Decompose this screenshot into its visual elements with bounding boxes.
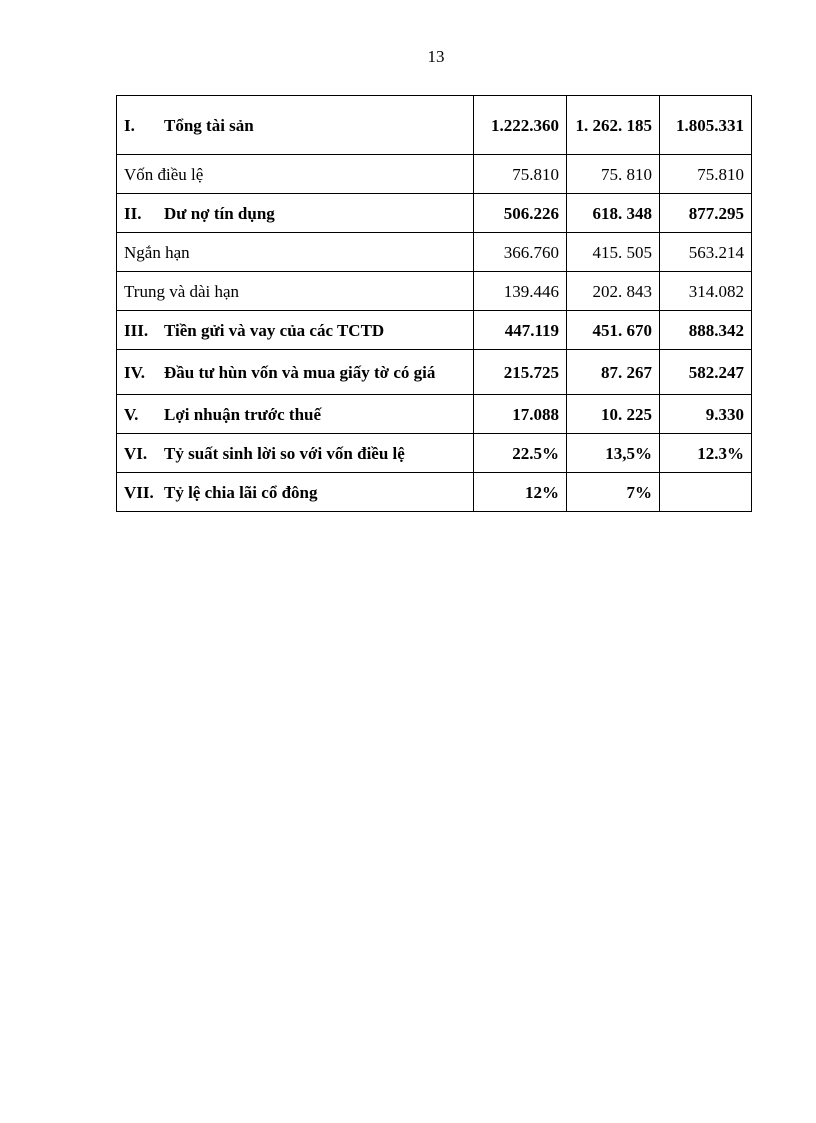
- value-cell: 415. 505: [567, 233, 660, 272]
- value-cell: 202. 843: [567, 272, 660, 311]
- table-row: [117, 395, 752, 434]
- row-numeral: V.: [124, 404, 139, 424]
- value-cell: 563.214: [660, 233, 752, 272]
- value-cell: 75. 810: [567, 155, 660, 194]
- table-row: [117, 233, 752, 272]
- table-row: [117, 434, 752, 473]
- value-cell: 7%: [567, 473, 660, 512]
- row-label-cell: [117, 395, 474, 434]
- row-label: Tỷ suất sinh lời so với vốn điều lệ: [164, 443, 405, 463]
- table-row: [117, 473, 752, 512]
- row-label-cell: [117, 194, 474, 233]
- value-cell: 506.226: [474, 194, 567, 233]
- row-label: Tiền gửi và vay của các TCTD: [164, 320, 385, 340]
- row-label-cell: [117, 96, 474, 155]
- row-label-cell: [117, 233, 474, 272]
- value-cell: 75.810: [660, 155, 752, 194]
- row-label: Trung và dài hạn: [124, 281, 240, 301]
- row-label-cell: [117, 434, 474, 473]
- row-label: Ngắn hạn: [124, 242, 190, 262]
- value-cell: 17.088: [474, 395, 567, 434]
- row-numeral: I.: [124, 115, 135, 135]
- table-row: [117, 350, 752, 395]
- value-cell: 10. 225: [567, 395, 660, 434]
- row-label-cell: [117, 311, 474, 350]
- row-label: Dư nợ tín dụng: [164, 203, 275, 223]
- value-cell: 87. 267: [567, 350, 660, 395]
- value-cell: 9.330: [660, 395, 752, 434]
- row-label-cell: [117, 473, 474, 512]
- row-numeral: II.: [124, 203, 142, 223]
- value-cell: 12.3%: [660, 434, 752, 473]
- value-cell: 215.725: [474, 350, 567, 395]
- row-label-cell: [117, 272, 474, 311]
- value-cell: 447.119: [474, 311, 567, 350]
- row-numeral: VII.: [124, 482, 154, 502]
- value-cell: 75.810: [474, 155, 567, 194]
- value-cell: 877.295: [660, 194, 752, 233]
- table-row: [117, 194, 752, 233]
- row-label: Tỷ lệ chia lãi cổ đông: [164, 482, 318, 502]
- row-numeral: III.: [124, 320, 149, 340]
- value-cell: 366.760: [474, 233, 567, 272]
- page-number: 13: [427, 47, 445, 66]
- row-label: Vốn điều lệ: [124, 164, 204, 184]
- value-cell: 13,5%: [567, 434, 660, 473]
- row-label: Đầu tư hùn vốn và mua giấy tờ có giá: [164, 362, 436, 382]
- table-row: [117, 311, 752, 350]
- row-label-cell: [117, 155, 474, 194]
- value-cell: [660, 473, 752, 512]
- row-label-cell: [117, 350, 474, 395]
- value-cell: 582.247: [660, 350, 752, 395]
- value-cell: 618. 348: [567, 194, 660, 233]
- value-cell: 1. 262. 185: [567, 96, 660, 155]
- value-cell: 451. 670: [567, 311, 660, 350]
- financial-table: [116, 95, 752, 512]
- value-cell: 314.082: [660, 272, 752, 311]
- value-cell: 139.446: [474, 272, 567, 311]
- value-cell: 888.342: [660, 311, 752, 350]
- table-row: [117, 272, 752, 311]
- value-cell: 12%: [474, 473, 567, 512]
- row-label: Lợi nhuận trước thuế: [164, 404, 322, 424]
- value-cell: 22.5%: [474, 434, 567, 473]
- table-row: [117, 155, 752, 194]
- table-row: [117, 96, 752, 155]
- row-label: Tổng tài sản: [164, 115, 254, 135]
- row-numeral: VI.: [124, 443, 148, 463]
- row-numeral: IV.: [124, 362, 145, 382]
- value-cell: 1.222.360: [474, 96, 567, 155]
- value-cell: 1.805.331: [660, 96, 752, 155]
